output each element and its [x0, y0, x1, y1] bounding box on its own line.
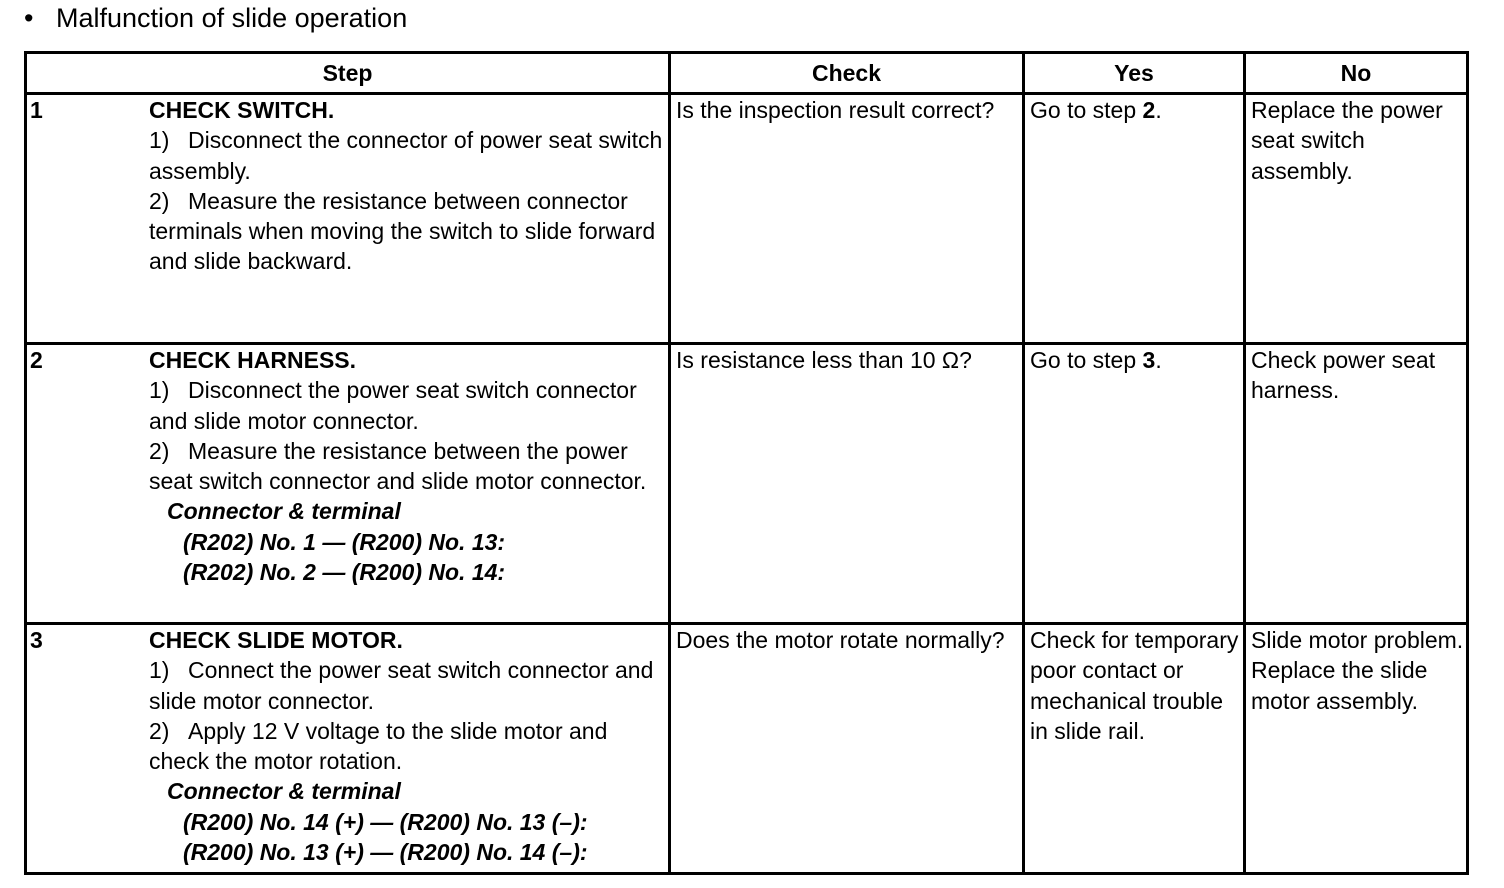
step-title: CHECK SWITCH.: [149, 97, 335, 123]
yes-cell: Go to step 2.: [1024, 94, 1245, 344]
yes-step-ref: 3: [1142, 347, 1156, 373]
step-body: [149, 95, 668, 277]
step-substep: 2) Measure the resistance between connector terminals when moving the switch to slide forward and slide backward.: [149, 187, 656, 275]
step-substep: 2) Measure the resistance between the power seat switch connector and slide motor connector.: [149, 437, 647, 495]
bullet-glyph: •: [24, 3, 34, 33]
table-row: [26, 94, 1468, 344]
table-header-row: [26, 53, 1468, 94]
step-title: CHECK HARNESS.: [149, 347, 357, 373]
header-step: Step: [26, 53, 670, 94]
yes-cell: Check for temporary poor contact or mechanical trouble in slide rail.: [1024, 624, 1245, 874]
yes-cell: Go to step 3.: [1024, 344, 1245, 624]
no-cell: Slide motor problem. Replace the slide motor assembly.: [1245, 624, 1468, 874]
step-substep: 1) Disconnect the power seat switch connector and slide motor connector.: [149, 377, 637, 434]
step-cell: [26, 94, 670, 344]
header-yes: Yes: [1024, 53, 1245, 94]
step-substep: 1) Disconnect the connector of power seat switch assembly.: [149, 127, 663, 184]
check-cell: Is the inspection result correct?: [670, 94, 1024, 344]
step-substep: 1) Connect the power seat switch connector and slide motor connector.: [149, 657, 654, 714]
step-body: [149, 625, 668, 867]
step-title: CHECK SLIDE MOTOR.: [149, 627, 403, 653]
connector-terminal-title: Connector & terminal: [167, 498, 401, 525]
step-body: [149, 345, 668, 587]
connector-terminal-line: (R200) No. 14 (+) — (R200) No. 13 (–):: [183, 808, 588, 835]
heading-text: Malfunction of slide operation: [56, 3, 408, 33]
header-check: Check: [670, 53, 1024, 94]
table-row: [26, 344, 1468, 624]
table-row: [26, 624, 1468, 874]
connector-terminal-line: (R200) No. 13 (+) — (R200) No. 14 (–):: [183, 839, 588, 866]
step-substep: 2) Apply 12 V voltage to the slide motor and check the motor rotation.: [149, 717, 608, 775]
no-cell: Replace the power seat switch assembly.: [1245, 94, 1468, 344]
check-cell: Is resistance less than 10 Ω?: [670, 344, 1024, 624]
section-heading: [24, 2, 407, 34]
step-cell: [26, 624, 670, 874]
connector-terminal-title: Connector & terminal: [167, 778, 401, 805]
step-cell: [26, 344, 670, 624]
step-number: 3: [30, 627, 43, 653]
connector-terminal-line: (R202) No. 2 — (R200) No. 14:: [183, 559, 506, 586]
header-no: No: [1245, 53, 1468, 94]
yes-step-ref: 2: [1142, 97, 1156, 123]
check-cell: Does the motor rotate normally?: [670, 624, 1024, 874]
connector-terminal-line: (R202) No. 1 — (R200) No. 13:: [183, 528, 506, 555]
diagnostic-table: [24, 51, 1469, 875]
step-number: 1: [30, 97, 43, 123]
step-number: 2: [30, 347, 43, 373]
no-cell: Check power seat harness.: [1245, 344, 1468, 624]
